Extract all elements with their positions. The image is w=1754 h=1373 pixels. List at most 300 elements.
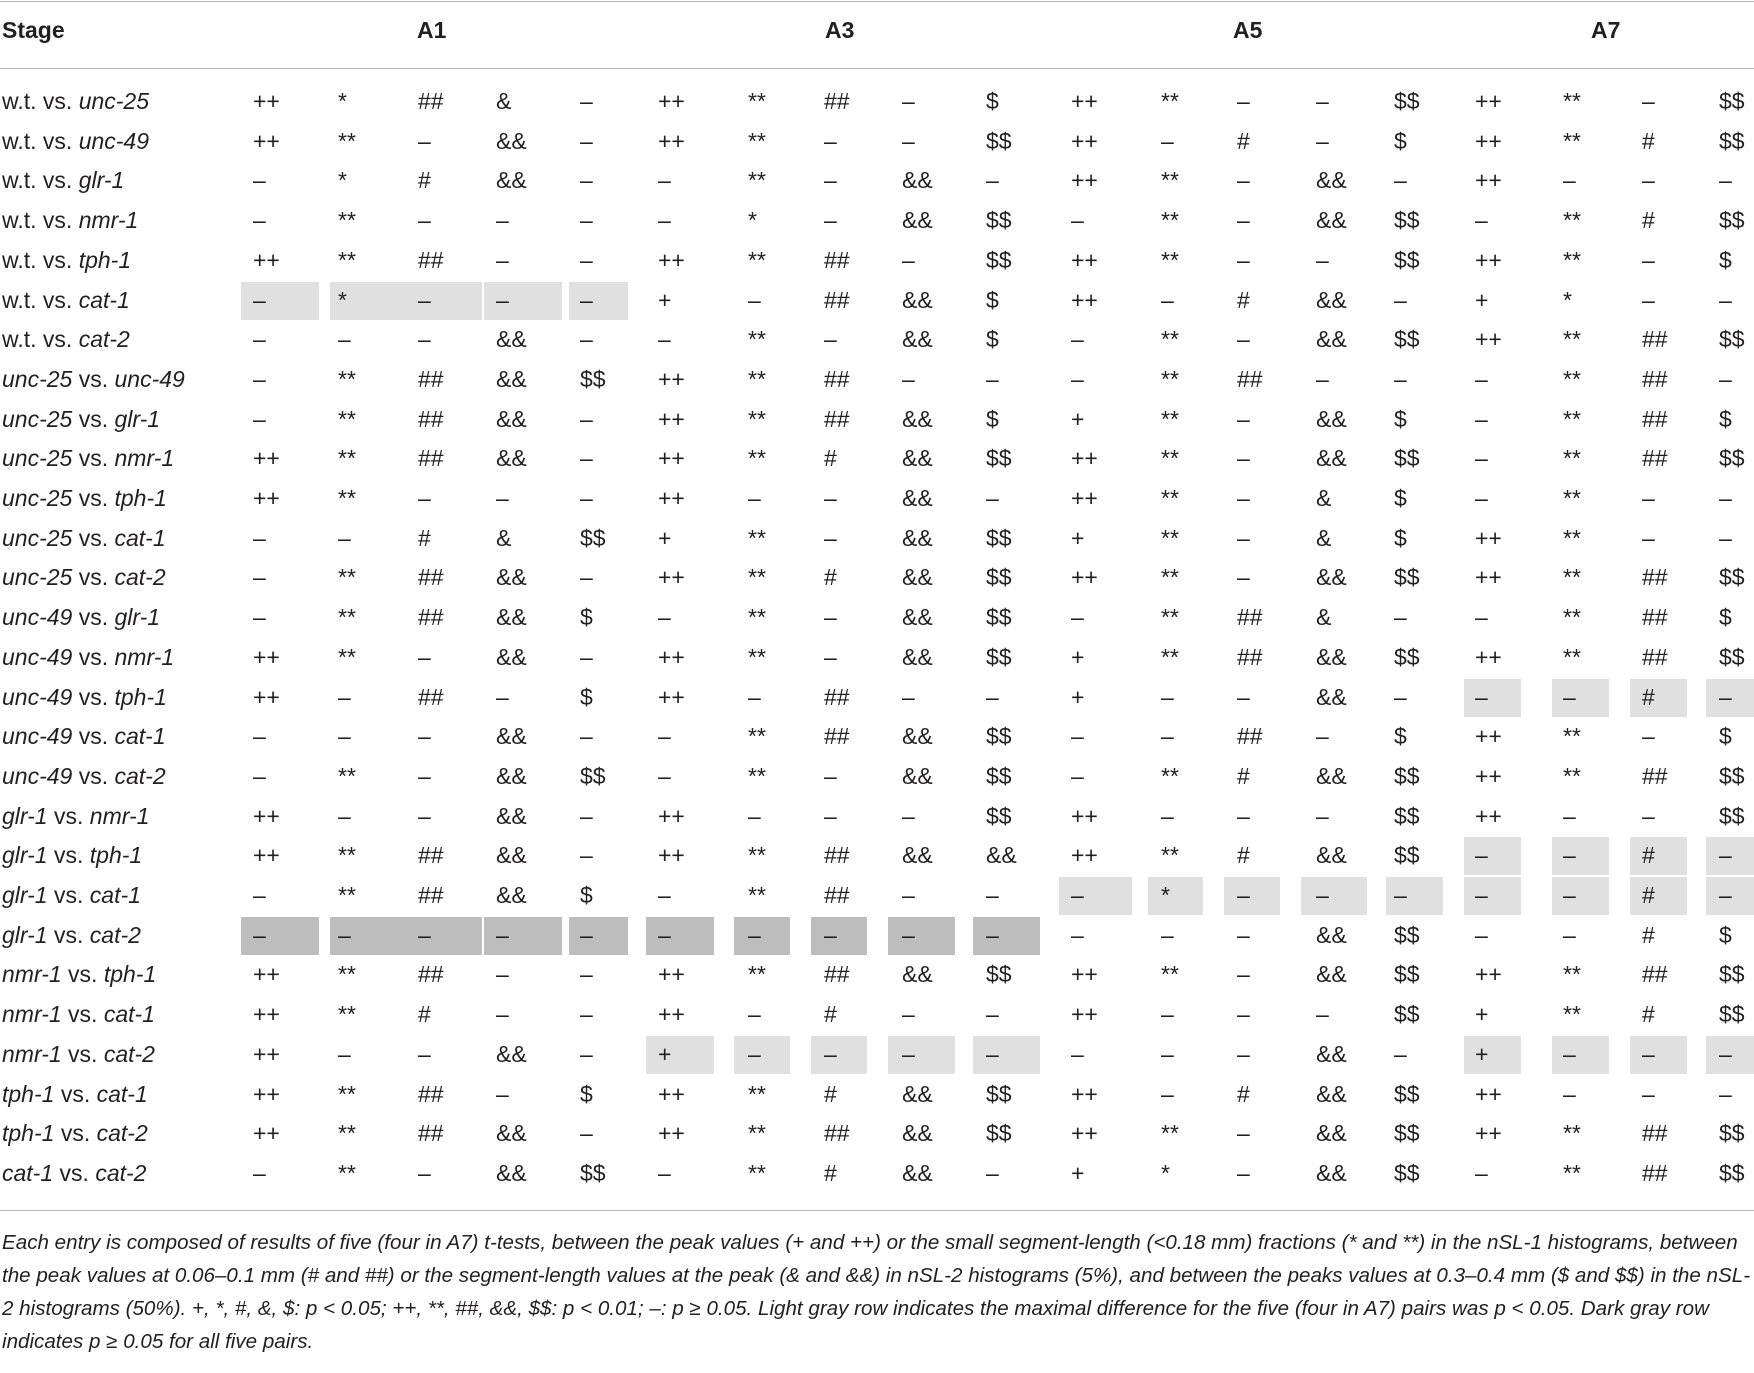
result-cell: ** <box>1563 1001 1581 1028</box>
result-cell: – <box>1642 88 1655 114</box>
result-cell: – <box>253 207 266 234</box>
result-cell: – <box>748 485 761 511</box>
result-cell: – <box>1316 246 1329 273</box>
dark-shade-box <box>734 917 790 955</box>
result-cell: ** <box>338 445 356 472</box>
table-row <box>0 438 1754 478</box>
result-cell: ## <box>418 1080 444 1107</box>
result-cell: ** <box>1161 405 1179 432</box>
result-cell: # <box>824 564 837 591</box>
row-label-part: vs. <box>72 524 115 551</box>
result-cell: – <box>986 921 999 948</box>
result-cell: – <box>1563 802 1576 829</box>
result-cell: ++ <box>1071 1001 1098 1028</box>
result-cell: – <box>1316 882 1329 908</box>
result-cell: – <box>902 246 915 273</box>
result-cell: $$ <box>986 127 1012 154</box>
row-label-part: tph-1 <box>114 683 167 710</box>
table-row <box>0 121 1754 161</box>
result-cell: $$ <box>580 524 606 551</box>
row-label-part: vs. <box>72 762 115 789</box>
result-cell: && <box>496 127 527 154</box>
result-cell: # <box>1642 1001 1655 1028</box>
result-cell: – <box>1071 723 1084 750</box>
light-shade-box <box>646 1036 714 1074</box>
result-cell: ## <box>418 882 444 908</box>
result-cell: – <box>1237 524 1250 551</box>
result-cell: # <box>1642 127 1655 154</box>
row-label <box>2 677 167 717</box>
result-cell: ** <box>748 961 766 988</box>
result-cell: ** <box>748 1120 766 1147</box>
row-label-part: unc-25 <box>2 564 73 591</box>
row-label-part: w.t. <box>2 88 37 114</box>
result-cell: ## <box>824 286 850 313</box>
result-cell: – <box>418 762 431 789</box>
row-label <box>2 875 141 915</box>
result-cell: – <box>1719 842 1732 869</box>
table-footnote: Each entry is composed of results of five (four in A7) t-tests, between the peak values (+ and ++) or the small segment-length (<0.18 mm) fractions (* and **) in the nSL-1 histograms, between the peak values at 0.06–0.1 mm (# and ##) or the segment-length values at the peak (& and &&) in nSL-2 histograms (5%), and between the peaks values at 0.3–0.4 mm ($ and $$) in the nSL-2 histograms (50%). +, *, #, &, $: p < 0.05; ++, **, ##, &&, $$: p < 0.01; –: p ≥ 0.05. Light gray row indicates the maximal difference for the five (four in A7) pairs was p < 0.05. Dark gray row indicates p ≥ 0.05 for all five pairs. <box>2 1231 1751 1353</box>
light-shade-box <box>1630 837 1687 875</box>
row-label-part: glr-1 <box>114 604 161 631</box>
light-shade-box <box>1464 679 1521 717</box>
result-cell: – <box>1237 1120 1250 1147</box>
result-cell: ** <box>1563 246 1581 273</box>
result-cell: – <box>1237 961 1250 988</box>
result-cell: – <box>338 921 351 948</box>
result-cell: $$ <box>1719 1120 1745 1147</box>
result-cell: # <box>418 524 431 551</box>
result-cell: – <box>1394 604 1407 631</box>
row-label <box>2 835 142 875</box>
result-cell: ## <box>1237 365 1263 392</box>
result-cell: ## <box>1642 1120 1668 1147</box>
group-header-a7: A7 <box>1591 17 1621 43</box>
result-cell: – <box>580 485 593 511</box>
result-cell: – <box>748 921 761 948</box>
result-cell: ++ <box>1071 445 1098 472</box>
result-cell: $ <box>1394 405 1407 432</box>
result-cell: & <box>1316 524 1332 551</box>
row-label-part: vs. <box>54 1080 97 1107</box>
result-cell: – <box>496 1001 509 1028</box>
result-cell: ** <box>1563 127 1581 154</box>
row-label-part: vs. <box>53 1159 96 1186</box>
result-cell: && <box>496 167 527 194</box>
row-label-part: tph-1 <box>114 485 167 511</box>
result-cell: – <box>1642 485 1655 511</box>
result-cell: $$ <box>1394 207 1420 234</box>
table-row <box>0 637 1754 677</box>
result-cell: – <box>658 1159 671 1186</box>
result-cell: – <box>986 365 999 392</box>
result-cell: && <box>496 802 527 829</box>
result-cell: $$ <box>1394 1120 1420 1147</box>
result-cell: $$ <box>1719 1159 1745 1186</box>
row-label <box>2 280 130 320</box>
row-label-part: vs. <box>72 643 115 670</box>
light-shade-box <box>734 1036 790 1074</box>
result-cell: * <box>1161 1159 1170 1186</box>
result-cell: – <box>580 127 593 154</box>
result-cell: ## <box>1642 1159 1668 1186</box>
result-cell: && <box>1316 1120 1347 1147</box>
result-cell: # <box>1642 921 1655 948</box>
result-cell: – <box>1071 882 1084 908</box>
row-label-part: vs. <box>47 921 90 948</box>
result-cell: ++ <box>1071 961 1098 988</box>
row-label-part: unc-49 <box>2 683 73 710</box>
row-label-part: cat-2 <box>78 326 130 353</box>
row-label-part: vs. <box>47 882 90 908</box>
result-cell: – <box>496 921 509 948</box>
row-label-part: unc-49 <box>2 643 73 670</box>
row-label-part: glr-1 <box>2 921 48 948</box>
result-cell: – <box>1161 1040 1174 1067</box>
result-cell: + <box>658 286 672 313</box>
result-cell: – <box>1719 167 1732 194</box>
result-cell: && <box>902 604 933 631</box>
row-label-part: glr-1 <box>2 882 48 908</box>
result-cell: ## <box>418 445 444 472</box>
result-cell: – <box>748 286 761 313</box>
result-cell: $ <box>1719 246 1732 273</box>
result-cell: ## <box>1642 326 1668 353</box>
result-cell: – <box>1161 286 1174 313</box>
result-cell: ** <box>1161 643 1179 670</box>
result-cell: ** <box>338 1120 356 1147</box>
result-cell: ## <box>824 405 850 432</box>
result-cell: ++ <box>253 1120 280 1147</box>
result-cell: && <box>986 842 1017 869</box>
result-cell: ** <box>748 564 766 591</box>
result-cell: – <box>1475 683 1488 710</box>
result-cell: && <box>496 564 527 591</box>
result-cell: – <box>986 1001 999 1028</box>
row-label <box>2 597 160 637</box>
result-cell: + <box>658 1040 672 1067</box>
result-cell: – <box>1394 365 1407 392</box>
result-cell: – <box>1237 802 1250 829</box>
result-cell: ++ <box>658 1001 685 1028</box>
result-cell: $$ <box>1394 762 1420 789</box>
result-cell: ## <box>1642 762 1668 789</box>
result-cell: – <box>902 921 915 948</box>
row-label-part: unc-25 <box>2 445 73 472</box>
result-cell: && <box>902 564 933 591</box>
result-cell: – <box>824 604 837 631</box>
result-cell: + <box>1071 1159 1085 1186</box>
result-cell: – <box>253 524 266 551</box>
result-cell: – <box>580 564 593 591</box>
result-cell: – <box>580 842 593 869</box>
result-cell: ** <box>748 723 766 750</box>
result-cell: ** <box>1161 445 1179 472</box>
table-row <box>0 875 1754 915</box>
result-cell: * <box>338 88 347 114</box>
result-cell: – <box>496 207 509 234</box>
result-cell: ++ <box>1475 643 1502 670</box>
row-label-part: vs. <box>36 127 79 154</box>
row-label-part: tph-1 <box>78 246 132 273</box>
result-cell: – <box>1237 207 1250 234</box>
result-cell: $ <box>986 286 999 313</box>
row-label-part: vs. <box>36 207 79 234</box>
result-cell: $$ <box>986 207 1012 234</box>
result-cell: – <box>1719 1080 1732 1107</box>
row-label-part: unc-25 <box>78 88 150 114</box>
result-cell: && <box>1316 1080 1347 1107</box>
light-shade-box <box>1630 679 1687 717</box>
result-cell: – <box>1237 445 1250 472</box>
result-cell: ** <box>748 882 766 908</box>
result-cell: $$ <box>1394 326 1420 353</box>
result-cell: * <box>338 167 347 194</box>
row-label-part: cat-1 <box>2 1159 54 1186</box>
result-cell: – <box>1161 127 1174 154</box>
row-label <box>2 438 174 478</box>
table-row <box>0 240 1754 280</box>
result-cell: && <box>496 882 527 908</box>
result-cell: && <box>902 286 933 313</box>
result-cell: – <box>1642 1080 1655 1107</box>
row-label-part: nmr-1 <box>2 961 62 988</box>
light-shade-box <box>1552 679 1609 717</box>
result-cell: && <box>496 365 527 392</box>
result-cell: – <box>1563 167 1576 194</box>
result-cell: – <box>1563 1080 1576 1107</box>
result-cell: – <box>658 882 671 908</box>
result-cell: $$ <box>1394 445 1420 472</box>
row-label-part: vs. <box>54 1120 97 1147</box>
row-label-part: unc-49 <box>2 723 73 750</box>
result-cell: $$ <box>1394 246 1420 273</box>
result-cell: # <box>1237 762 1250 789</box>
result-cell: ++ <box>658 683 685 710</box>
result-cell: ++ <box>1475 564 1502 591</box>
result-cell: ++ <box>658 1080 685 1107</box>
result-cell: * <box>1563 286 1572 313</box>
result-cell: ++ <box>253 683 280 710</box>
result-cell: $$ <box>1719 564 1745 591</box>
row-label-part: vs. <box>72 723 115 750</box>
result-cell: – <box>580 405 593 432</box>
result-cell: – <box>496 246 509 273</box>
light-shade-box <box>569 282 628 320</box>
result-cell: $$ <box>986 1120 1012 1147</box>
result-cell: – <box>418 326 431 353</box>
result-cell: ** <box>338 207 356 234</box>
result-cell: ** <box>1161 246 1179 273</box>
result-cell: ++ <box>253 246 280 273</box>
result-cell: – <box>1475 365 1488 392</box>
result-cell: # <box>1642 207 1655 234</box>
row-label-part: cat-2 <box>114 762 166 789</box>
result-cell: – <box>1642 524 1655 551</box>
result-cell: – <box>824 485 837 511</box>
result-cell: ++ <box>658 1120 685 1147</box>
group-header-a5: A5 <box>1233 17 1263 43</box>
table-row <box>0 994 1754 1034</box>
result-cell: && <box>1316 762 1347 789</box>
row-label-part: vs. <box>47 842 90 869</box>
result-cell: – <box>1719 683 1732 710</box>
row-label-part: tph-1 <box>2 1120 55 1147</box>
result-cell: – <box>580 167 593 194</box>
result-cell: ++ <box>1071 485 1098 511</box>
result-cell: ## <box>824 961 850 988</box>
result-cell: ++ <box>1071 802 1098 829</box>
result-cell: – <box>496 286 509 313</box>
result-cell: && <box>902 207 933 234</box>
result-cell: ++ <box>658 445 685 472</box>
result-cell: – <box>824 167 837 194</box>
row-label-part: vs. <box>36 88 79 114</box>
row-label <box>2 1113 148 1153</box>
result-cell: ++ <box>1475 961 1502 988</box>
result-cell: – <box>1642 286 1655 313</box>
row-label-part: unc-25 <box>2 485 73 511</box>
row-label <box>2 637 174 677</box>
result-cell: – <box>1475 604 1488 631</box>
result-cell: $$ <box>1394 961 1420 988</box>
result-cell: && <box>1316 1040 1347 1067</box>
result-cell: – <box>496 485 509 511</box>
table-row <box>0 677 1754 717</box>
result-cell: $ <box>1719 921 1732 948</box>
result-cell: – <box>824 1040 837 1067</box>
result-cell: ++ <box>253 88 280 114</box>
result-cell: ++ <box>658 961 685 988</box>
row-label-part: vs. <box>72 485 115 511</box>
result-cell: – <box>824 643 837 670</box>
result-cell: ## <box>1642 604 1668 631</box>
result-cell: && <box>1316 326 1347 353</box>
result-cell: $ <box>580 683 593 710</box>
result-cell: $$ <box>986 802 1012 829</box>
row-label-part: glr-1 <box>114 405 161 432</box>
result-cell: ++ <box>253 127 280 154</box>
result-cell: – <box>1475 921 1488 948</box>
result-cell: – <box>1563 1040 1576 1067</box>
result-cell: ** <box>338 1001 356 1028</box>
result-cell: ** <box>748 246 766 273</box>
row-label-part: cat-2 <box>103 1040 155 1067</box>
result-cell: – <box>824 326 837 353</box>
result-cell: ## <box>824 246 850 273</box>
result-cell: ## <box>1237 723 1263 750</box>
result-cell: – <box>253 1159 266 1186</box>
result-cell: – <box>338 723 351 750</box>
row-label <box>2 81 149 121</box>
result-cell: && <box>902 326 933 353</box>
result-cell: && <box>1316 921 1347 948</box>
row-label-part: vs. <box>36 167 79 194</box>
row-label-part: cat-1 <box>114 723 166 750</box>
result-cell: – <box>580 643 593 670</box>
result-cell: && <box>1316 405 1347 432</box>
row-label-part: nmr-1 <box>2 1001 62 1028</box>
result-cell: && <box>902 485 933 511</box>
result-cell: – <box>1237 326 1250 353</box>
result-cell: && <box>902 1080 933 1107</box>
table-row <box>0 399 1754 439</box>
result-cell: ## <box>824 683 850 710</box>
light-shade-box <box>1148 877 1203 915</box>
result-cell: ## <box>824 1120 850 1147</box>
row-label <box>2 557 166 597</box>
row-label-part: unc-49 <box>78 127 150 154</box>
result-cell: – <box>338 1040 351 1067</box>
result-cell: ## <box>418 604 444 631</box>
result-cell: & <box>496 88 512 114</box>
result-cell: $ <box>580 1080 593 1107</box>
result-cell: – <box>902 88 915 114</box>
result-cell: – <box>338 683 351 710</box>
light-shade-box <box>1224 877 1280 915</box>
result-cell: ** <box>748 604 766 631</box>
result-cell: ++ <box>1475 1080 1502 1107</box>
row-label-part: vs. <box>61 1040 104 1067</box>
result-cell: ** <box>1563 604 1581 631</box>
result-cell: ** <box>1563 405 1581 432</box>
result-cell: ++ <box>1071 564 1098 591</box>
result-cell: $ <box>1394 127 1407 154</box>
result-cell: ++ <box>253 445 280 472</box>
table-row <box>0 200 1754 240</box>
result-cell: – <box>1394 683 1407 710</box>
result-cell: && <box>496 604 527 631</box>
result-cell: ++ <box>253 485 280 511</box>
row-label <box>2 319 130 359</box>
result-cell: ++ <box>1475 524 1502 551</box>
row-label-part: cat-1 <box>78 286 130 313</box>
light-shade-box <box>1552 837 1609 875</box>
result-cell: $$ <box>1719 961 1745 988</box>
light-shade-box <box>1464 837 1521 875</box>
result-cell: – <box>748 802 761 829</box>
light-shade-box <box>1464 877 1521 915</box>
table-row <box>0 518 1754 558</box>
result-cell: – <box>418 127 431 154</box>
result-cell: ** <box>1563 564 1581 591</box>
result-cell: – <box>902 1001 915 1028</box>
light-shade-box <box>973 1036 1040 1074</box>
result-cell: && <box>496 643 527 670</box>
result-cell: – <box>496 961 509 988</box>
result-cell: – <box>986 683 999 710</box>
result-cell: ## <box>418 683 444 710</box>
result-cell: – <box>658 326 671 353</box>
result-cell: $$ <box>986 604 1012 631</box>
light-shade-box <box>1630 1036 1687 1074</box>
result-cell: – <box>986 882 999 908</box>
result-cell: # <box>824 1159 837 1186</box>
result-cell: ** <box>1161 167 1179 194</box>
row-label <box>2 518 166 558</box>
result-cell: ++ <box>1475 326 1502 353</box>
result-cell: ## <box>824 723 850 750</box>
result-cell: $$ <box>1394 1159 1420 1186</box>
result-cell: – <box>1161 683 1174 710</box>
result-cell: – <box>902 802 915 829</box>
result-cell: – <box>1394 882 1407 908</box>
row-label-part: w.t. <box>2 246 37 273</box>
result-cell: – <box>902 683 915 710</box>
result-cell: ** <box>748 365 766 392</box>
result-cell: && <box>902 643 933 670</box>
row-label-part: vs. <box>72 564 115 591</box>
